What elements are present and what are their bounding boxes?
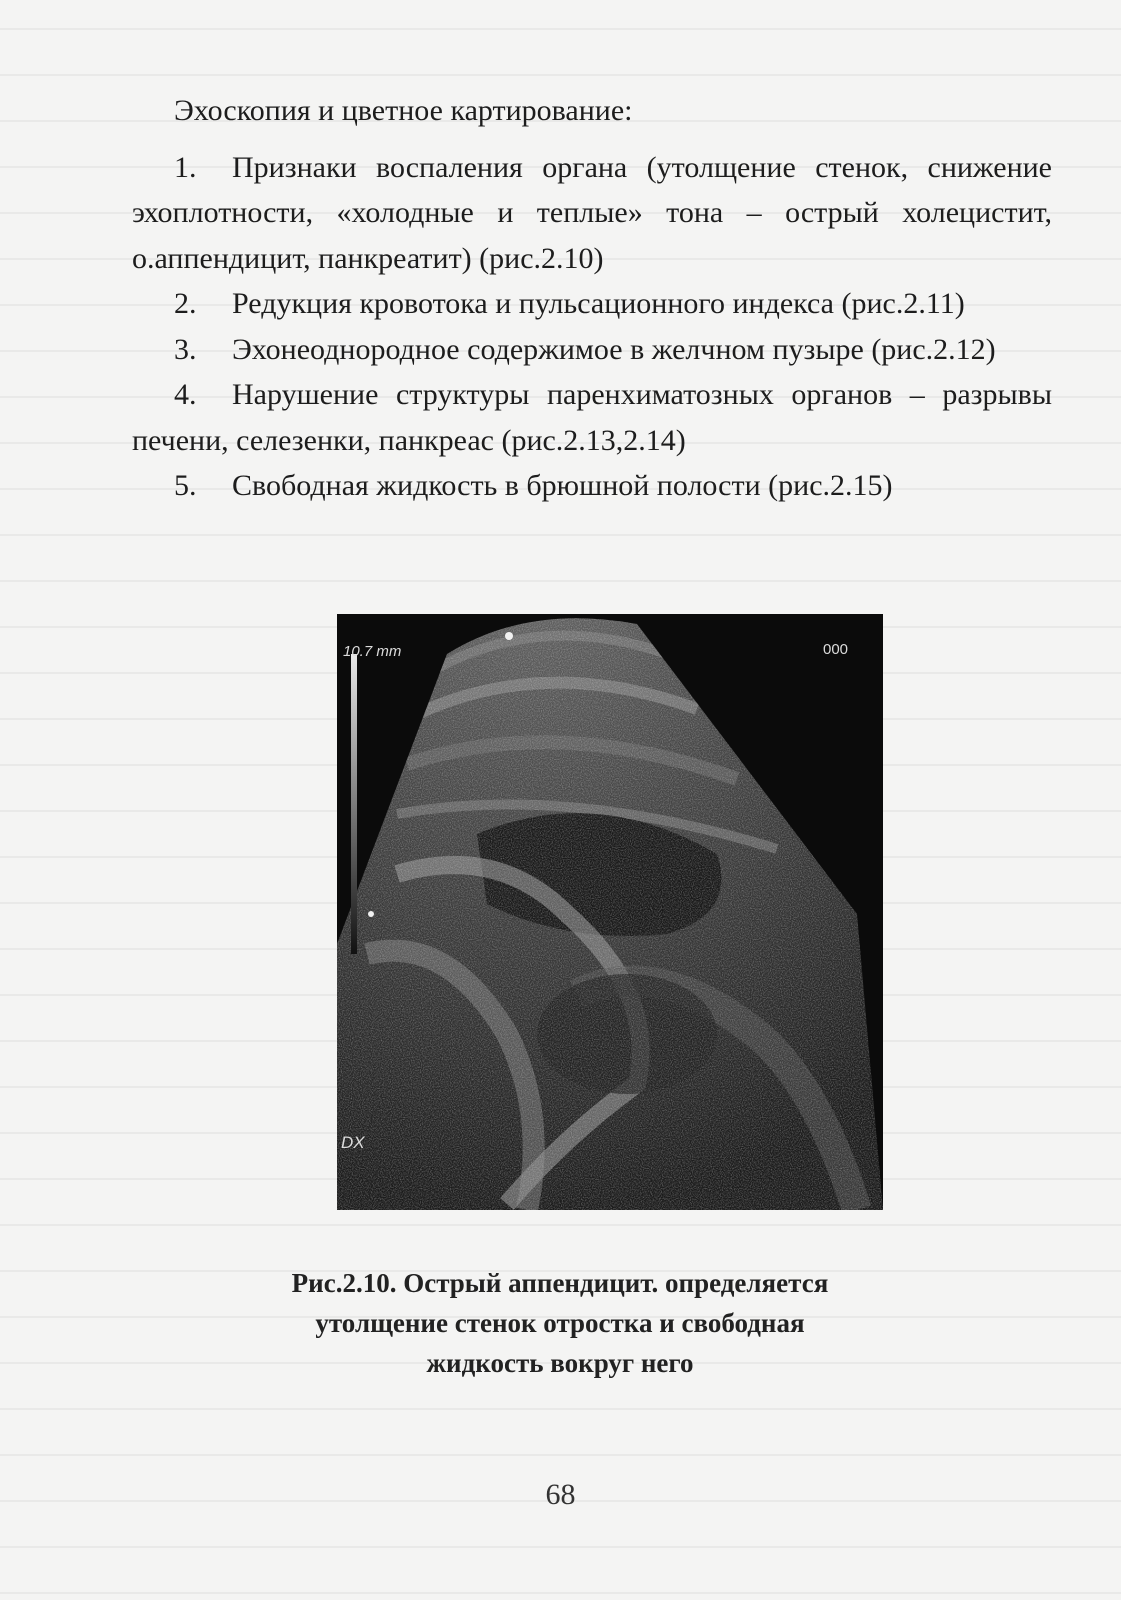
list-item-text: Свободная жидкость в брюшной полости (рис.2.15) — [232, 469, 893, 502]
ultrasound-image — [337, 614, 883, 1210]
list-item-text: Нарушение структуры паренхиматозных органов – разрывы печени, селезенки, панкреас (рис.2.13,2.14) — [132, 378, 1052, 457]
page-number: 68 — [545, 1478, 576, 1511]
list-item-text: Редукция кровотока и пульсационного индекса (рис.2.11) — [232, 287, 965, 320]
side-label: DX — [341, 1133, 365, 1152]
list-item-4 — [132, 372, 1052, 463]
list-item-1 — [132, 145, 1052, 282]
intro-line: Эхоскопия и цветное картирование: — [174, 94, 633, 127]
depth-label: 10.7 mm — [343, 643, 402, 660]
caption-line-2: утолщение стенок отростка и свободная — [315, 1308, 805, 1338]
list-item-5 — [132, 463, 1052, 509]
list-item-number: 3. — [174, 332, 197, 366]
list-item-number: 1. — [174, 150, 197, 184]
focus-marker-icon — [505, 632, 513, 640]
list-item-text: Признаки воспаления органа (утолщение стенок, снижение эхоплотности, «холодные и теплые» тона – острый холецистит, о.аппендицит, панкреатит) (рис.2.10) — [132, 150, 1052, 275]
body-text — [132, 88, 1052, 509]
ultrasound-scan — [337, 614, 883, 1210]
caption-line-1: Рис.2.10. Острый аппендицит. определяется — [291, 1268, 829, 1298]
figure-caption — [200, 1263, 920, 1383]
list-item-text: Эхонеоднородное содержимое в желчном пузыре (рис.2.12) — [232, 332, 996, 366]
list-item-3 — [132, 327, 1052, 373]
depth-marker-icon — [368, 911, 374, 917]
list-item-number: 2. — [174, 287, 197, 320]
caption-line-3: жидкость вокруг него — [426, 1348, 694, 1378]
list-item-number: 5. — [174, 469, 197, 502]
list-item-2 — [132, 281, 1052, 327]
list-item-number: 4. — [174, 378, 197, 411]
depth-scale-bar — [351, 654, 357, 954]
corner-label: 000 — [823, 641, 849, 658]
